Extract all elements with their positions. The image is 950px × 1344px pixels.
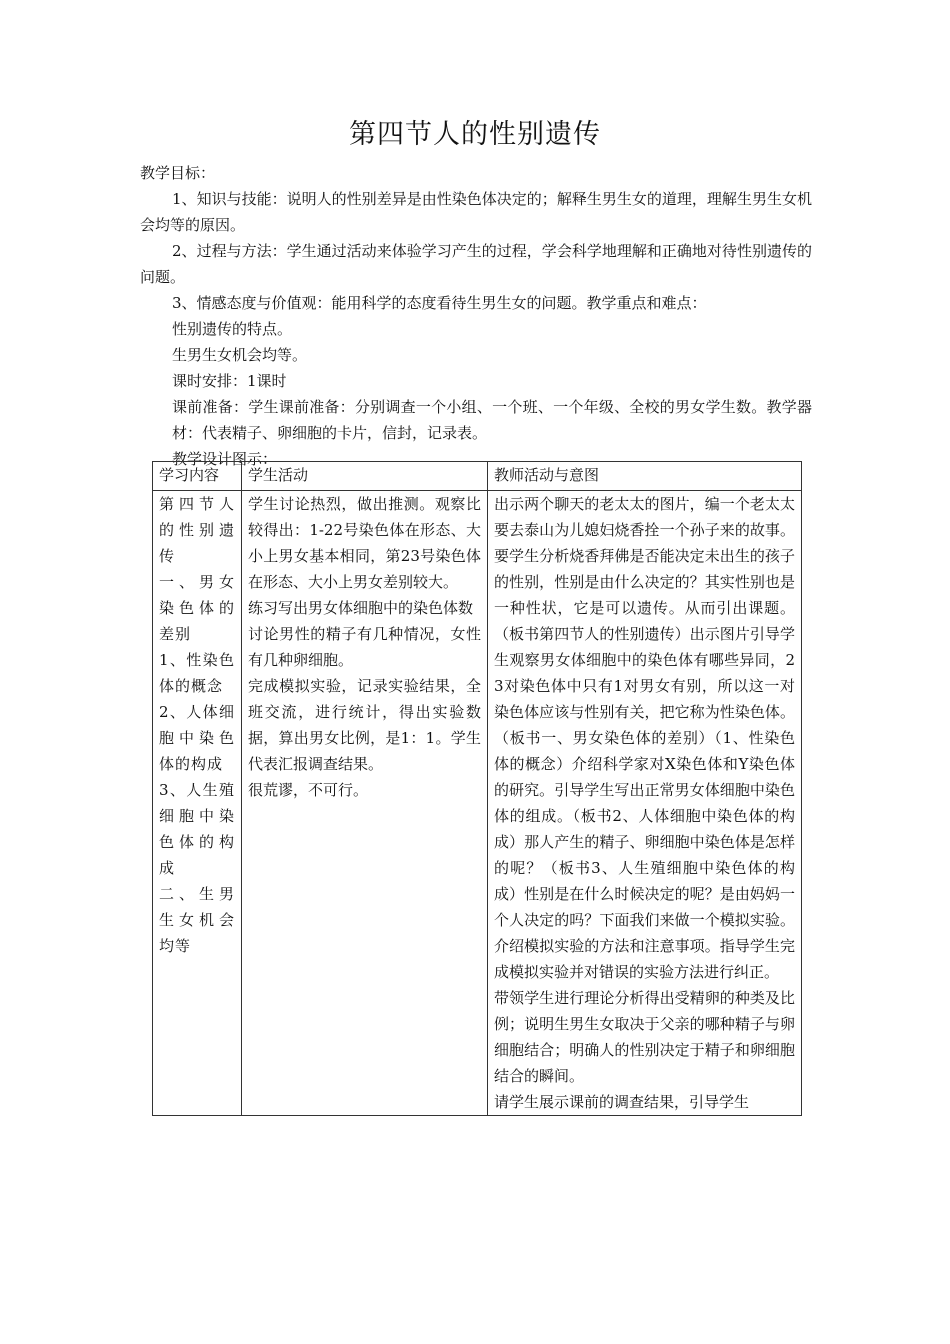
content-item: 1、性染色体的概念 xyxy=(159,651,235,695)
table-header-row xyxy=(153,462,802,491)
content-item: 2、人体细胞中染色体的构成 xyxy=(159,703,235,773)
header-teacher: 教师活动与意图 xyxy=(488,462,802,491)
content-item: 二、生男生女机会均等 xyxy=(159,885,235,955)
student-activity: 很荒谬，不可行。 xyxy=(248,781,369,799)
teacher-activity: 请学生展示课前的调查结果，引导学生 xyxy=(494,1093,750,1111)
student-activity: 练习写出男女体细胞中的染色体数 xyxy=(248,599,474,617)
student-activity: 学生讨论热烈，做出推测。观察比较得出：1-22号染色体在形态、大小上男女基本相同，第23号染色体在形态、大小上男女差别较大。 xyxy=(248,495,481,591)
objective-knowledge: 1、知识与技能：说明人的性别差异是由性染色体决定的；解释生男生女的道理，理解生男生女机会均等的原因。 xyxy=(140,190,812,234)
content-item: 3、人生殖细胞中染色体的构成 xyxy=(159,781,235,877)
header-student: 学生活动 xyxy=(242,462,488,491)
objective-process: 2、过程与方法：学生通过活动来体验学习产生的过程，学会科学地理解和正确地对待性别遗传的问题。 xyxy=(140,242,812,286)
student-activity: 讨论男性的精子有几种情况，女性有几种卵细胞。 xyxy=(248,625,481,669)
table-row xyxy=(153,491,802,1116)
class-schedule: 课时安排：1课时 xyxy=(172,372,287,390)
teacher-activity: 带领学生进行理论分析得出受精卵的种类及比例；说明生男生女取决于父亲的哪种精子与卵细胞结合；明确人的性别决定于精子和卵细胞结合的瞬间。 xyxy=(494,989,795,1085)
key-point-2: 生男生女机会均等。 xyxy=(172,346,308,364)
design-heading: 教学设计图示： xyxy=(172,450,278,468)
objectives-heading: 教学目标： xyxy=(140,164,216,182)
class-preparation: 课前准备：学生课前准备：分别调查一个小组、一个班、一个年级、全校的男女学生数。教学器材：代表精子、卵细胞的卡片，信封，记录表。 xyxy=(172,398,812,442)
objective-attitude: 3、情感态度与价值观：能用科学的态度看待生男生女的问题。教学重点和难点： xyxy=(172,294,707,312)
teacher-activity-cell xyxy=(488,491,802,1116)
learning-content-cell xyxy=(153,491,242,1116)
key-point-1: 性别遗传的特点。 xyxy=(172,320,293,338)
teaching-design-table xyxy=(152,461,802,1116)
student-activity: 完成模拟实验，记录实验结果，全班交流，进行统计，得出实验数据，算出男女比例，是1：1。学生代表汇报调查结果。 xyxy=(248,677,481,773)
header-content: 学习内容 xyxy=(153,462,242,491)
lesson-intro xyxy=(140,160,812,472)
content-section-title: 第四节人的性别遗传 xyxy=(159,495,235,565)
page-title: 第四节人的性别遗传 xyxy=(349,119,601,150)
content-item: 一、男女染色体的差别 xyxy=(159,573,235,643)
teacher-activity: 出示两个聊天的老太太的图片，编一个老太太要去泰山为儿媳妇烧香拴一个孙子来的故事。要学生分析烧香拜佛是否能决定未出生的孩子的性别，性别是由什么决定的？其实性别也是一种性状，它是可以遗传。从而引出课题。（板书第四节人的性别遗传）出示图片引导学生观察男女体细胞中的染色体有哪些异同，23对染色体中只有1对男女有别，所以这一对染色体应该与性别有关，把它称为性染色体。（板书一、男女染色体的差别）（1、性染色体的概念）介绍科学家对X染色体和Y染色体的研究。引导学生写出正常男女体细胞中染色体的组成。（板书2、人体细胞中染色体的构成）那人产生的精子、卵细胞中染色体是怎样的呢？（板书3、人生殖细胞中染色体的构成）性别是在什么时候决定的呢？是由妈妈一个人决定的吗？下面我们来做一个模拟实验。介绍模拟实验的方法和注意事项。指导学生完成模拟实验并对错误的实验方法进行纠正。 xyxy=(494,495,795,981)
student-activity-cell xyxy=(242,491,488,1116)
